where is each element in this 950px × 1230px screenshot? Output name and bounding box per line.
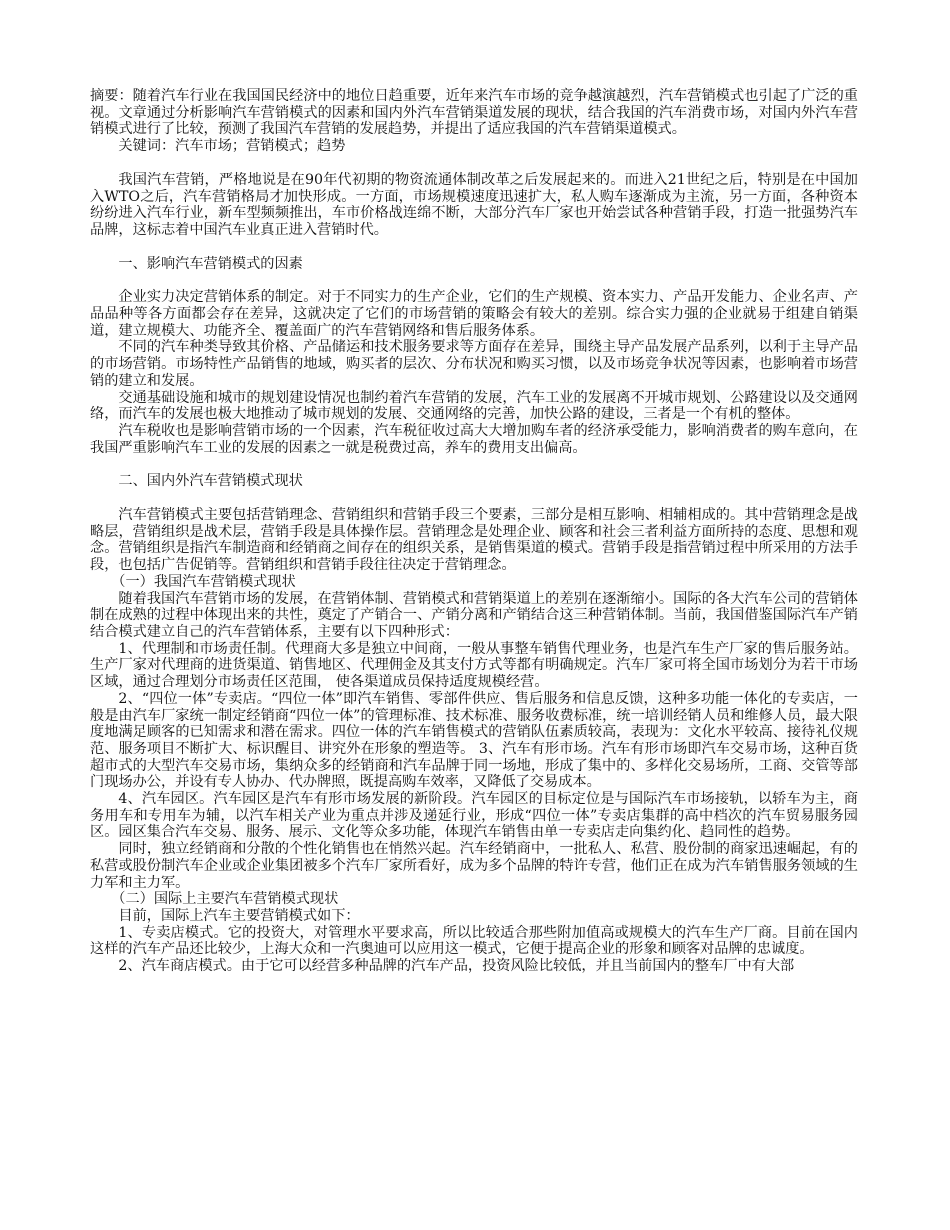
- subsection-1-paragraph-5: 同时，独立经销商和分散的个性化销售也在悄然兴起。汽车经销商中，一批私人、私营、股份制的商家迅速崛起，有的私营或股份制汽车企业或企业集团被多个汽车厂家所看好，成为多个品牌的特许专营，他们正在成为汽车销售服务领域的生力军和主力军。: [90, 841, 858, 891]
- section-2-paragraph-1: 汽车营销模式主要包括营销理念、营销组织和营销手段三个要素，三部分是相互影响、相辅相成的。其中营销理念是战略层，营销组织是战术层，营销手段是具体操作层。营销理念是处理企业、顾客和社会三者利益方面所持的态度、思想和观念。营销组织是指汽车制造商和经销商之间存在的组织关系，是销售渠道的模式。营销手段是指营销过程中所采用的方法手段，也包括广告促销等。营销组织和营销手段往往决定于营销理念。: [90, 507, 858, 574]
- subsection-1-paragraph-4: 4、汽车园区。汽车园区是汽车有形市场发展的新阶段。汽车园区的目标定位是与国际汽车市场接轨，以轿车为主，商务用车和专用车为辅，以汽车相关产业为重点并涉及递延行业，形成“四位一体”专卖店集群的高中档次的汽车贸易服务园区。园区集合汽车交易、服务、展示、文化等众多功能，体现汽车销售由单一专卖店走向集约化、趋同性的趋势。: [90, 791, 858, 841]
- document-body: [90, 88, 858, 975]
- subsection-1-paragraph-1: 随着我国汽车营销市场的发展，在营销体制、营销模式和营销渠道上的差别在逐渐缩小。国际的各大汽车公司的营销体制在成熟的过程中体现出来的共性，奠定了产销合一、产销分离和产销结合这三种营销体制。当前，我国借鉴国际汽车产销结合模式建立自己的汽车营销体系，主要有以下四种形式：: [90, 590, 858, 640]
- spacer: [90, 490, 858, 507]
- section-1-paragraph-1: 企业实力决定营销体系的制定。对于不同实力的生产企业，它们的生产规模、资本实力、产品开发能力、企业名声、产品品种等各方面都会存在差异，这就决定了它们的市场营销的策略会有较大的差别。综合实力强的企业就易于组建自销渠道，建立规模大、功能齐全、覆盖面广的汽车营销网络和售后服务体系。: [90, 289, 858, 339]
- subsection-2-paragraph-1: 目前，国际上汽车主要营销模式如下：: [118, 907, 360, 924]
- spacer: [90, 456, 858, 473]
- subsection-1-paragraph-2: 1、代理制和市场责任制。代理商大多是独立中间商，一般从事整车销售代理业务，也是汽车生产厂家的售后服务站。生产厂家对代理商的进货渠道、销售地区、代理佣金及其支付方式等都有明确规定。汽车厂家可将全国市场划分为若干市场区域，通过合理划分市场责任区范围， 使各渠道成员保持适度规模经营。: [90, 640, 858, 691]
- section-2-title: 二、国内外汽车营销模式现状: [118, 473, 303, 490]
- spacer: [90, 272, 858, 289]
- subsection-2-paragraph-2: 1、专卖店模式。它的投资大，对管理水平要求高，所以比较适合那些附加值高或规模大的汽车生产厂商。目前在国内这样的汽车产品还比较少，上海大众和一汽奥迪可以应用这一模式，它便于提高企业的形象和顾客对品牌的忠诚度。: [90, 924, 858, 958]
- section-1-title: 一、影响汽车营销模式的因素: [118, 255, 303, 272]
- section-1-paragraph-2: 不同的汽车种类导致其价格、产品储运和技术服务要求等方面存在差异，围绕主导产品发展产品系列，以利于主导产品的市场营销。市场特性产品销售的地域，购买者的层次、分布状况和购买习惯，以及市场竞争状况等因素，也影响着市场营销的建立和发展。: [90, 339, 858, 389]
- abstract: 摘要：随着汽车行业在我国国民经济中的地位日趋重要，近年来汽车市场的竞争越演越烈，汽车营销模式也引起了广泛的重视。文章通过分析影响汽车营销模式的因素和国内外汽车营销渠道发展的现状，结合我国的汽车消费市场，对国内外汽车营销模式进行了比较，预测了我国汽车营销的发展趋势，并提出了适应我国的汽车营销渠道模式。: [90, 88, 858, 138]
- section-1-paragraph-3: 交通基础设施和城市的规划建设情况也制约着汽车营销的发展，汽车工业的发展离不开城市规划、公路建设以及交通网络，而汽车的发展也极大地推动了城市规划的发展、交通网络的完善，加快公路的建设，三者是一个有机的整体。: [90, 389, 858, 423]
- subsection-2-paragraph-3: 2、汽车商店模式。由于它可以经营多种品牌的汽车产品，投资风险比较低，并且当前国内的整车厂中有大部: [118, 958, 795, 975]
- section-1-paragraph-4: 汽车税收也是影响营销市场的一个因素，汽车税征收过高大大增加购车者的经济承受能力，影响消费者的购车意向，在我国严重影响汽车工业的发展的因素之一就是税费过高，养车的费用支出偏高。: [90, 422, 858, 456]
- keywords: 关键词：汽车市场；营销模式；趋势: [118, 138, 346, 155]
- intro-paragraph: 我国汽车营销，严格地说是在90年代初期的物资流通体制改革之后发展起来的。而进入21世纪之后，特别是在中国加入WTO之后，汽车营销格局才加快形成。一方面，市场规模速度迅速扩大，私人购车逐渐成为主流，另一方面，各种资本纷纷进入汽车行业，新车型频频推出，车市价格战连绵不断，大部分汽车厂家也开始尝试各种营销手段，打造一批强势汽车品牌，这标志着中国汽车业真正进入营销时代。: [90, 171, 858, 238]
- subsection-1-title: （一）我国汽车营销模式现状: [111, 573, 296, 590]
- subsection-2-title: （二）国际上主要汽车营销模式现状: [111, 891, 339, 908]
- subsection-1-paragraph-3: 2、“四位一体”专卖店。“四位一体”即汽车销售、零部件供应、售后服务和信息反馈，这种多功能一体化的专卖店，一般是由汽车厂家统一制定经销商“四位一体”的管理标准、技术标准、服务收费标准，统一培训经销人员和维修人员，最大限度地满足顾客的已知需求和潜在需求。四位一体的汽车销售模式的营销队伍素质较高，表现为：文化水平较高、接待礼仪规范、服务项目不断扩大、标识醒目、讲究外在形象的塑造等。 3、汽车有形市场。汽车有形市场即汽车交易市场，这种百货超市式的大型汽车交易市场，集纳众多的经销商和汽车品牌于同一场地，形成了集中的、多样化交易场所，工商、交管等部门现场办公，并设有专人协办、代办牌照，既提高购车效率，又降低了交易成本。: [90, 690, 858, 791]
- spacer: [90, 155, 858, 172]
- spacer: [90, 239, 858, 256]
